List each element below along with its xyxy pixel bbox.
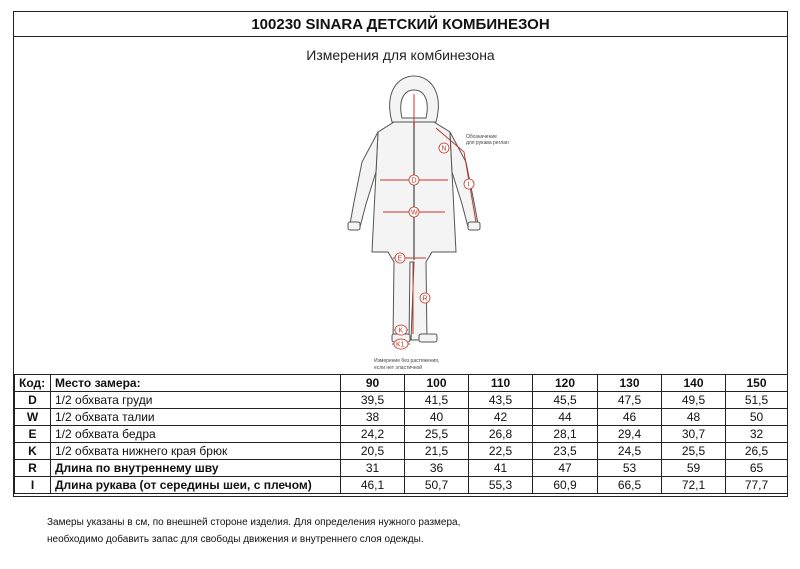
cell-value: 45,5 (533, 392, 598, 409)
row-code: R (15, 460, 51, 477)
note-line-2: необходимо добавить запас для свободы движения и внутреннего слоя одежды. (47, 534, 424, 545)
cell-value: 41 (469, 460, 533, 477)
cell-value: 22,5 (469, 443, 533, 460)
cell-value: 42 (469, 409, 533, 426)
cell-value: 21,5 (405, 443, 469, 460)
sleeve-note-line1: Обозначение (466, 134, 497, 140)
label-r: R (422, 295, 428, 303)
label-e: E (397, 255, 403, 263)
header-size: 100 (405, 375, 469, 392)
cell-value: 50,7 (405, 477, 469, 494)
cell-value: 26,5 (726, 443, 788, 460)
row-code: W (15, 409, 51, 426)
cell-value: 36 (405, 460, 469, 477)
cell-value: 59 (662, 460, 726, 477)
cell-value: 46 (598, 409, 662, 426)
row-place: 1/2 обхвата талии (51, 409, 341, 426)
bottom-note-line2: если нет эластичной (374, 365, 423, 371)
label-k1: K1 (396, 341, 405, 349)
diagram-subtitle: Измерения для комбинезона (306, 47, 495, 63)
cell-value: 41,5 (405, 392, 469, 409)
header-size: 150 (726, 375, 788, 392)
row-place: 1/2 обхвата бедра (51, 426, 341, 443)
cell-value: 47,5 (598, 392, 662, 409)
label-k: K (398, 327, 404, 335)
row-place: 1/2 обхвата нижнего края брюк (51, 443, 341, 460)
label-n: N (441, 145, 447, 153)
table-row (15, 477, 788, 494)
cell-value: 50 (726, 409, 788, 426)
cell-value: 44 (533, 409, 598, 426)
cell-value: 23,5 (533, 443, 598, 460)
table-row (15, 392, 788, 409)
right-cuff (468, 222, 480, 230)
size-table (14, 374, 788, 494)
cell-value: 32 (726, 426, 788, 443)
right-leg-cuff (419, 334, 437, 342)
cell-value: 53 (598, 460, 662, 477)
page-title: 100230 SINARA ДЕТСКИЙ КОМБИНЕЗОН (14, 12, 787, 37)
measurement-note (47, 514, 607, 548)
header-size: 140 (662, 375, 726, 392)
row-code: I (15, 477, 51, 494)
cell-value: 29,4 (598, 426, 662, 443)
left-cuff (348, 222, 360, 230)
row-code: K (15, 443, 51, 460)
table-row (15, 409, 788, 426)
table-row (15, 460, 788, 477)
label-i: I (467, 181, 470, 189)
jumpsuit-diagram (314, 72, 514, 380)
header-place: Место замера: (51, 375, 341, 392)
cell-value: 43,5 (469, 392, 533, 409)
cell-value: 28,1 (533, 426, 598, 443)
cell-value: 49,5 (662, 392, 726, 409)
cell-value: 31 (341, 460, 405, 477)
cell-value: 60,9 (533, 477, 598, 494)
sleeve-note-line2: для рукава реглан (466, 140, 509, 146)
table-header-row (15, 375, 788, 392)
table-row (15, 443, 788, 460)
cell-value: 77,7 (726, 477, 788, 494)
cell-value: 20,5 (341, 443, 405, 460)
row-place: Длина по внутреннему шву (51, 460, 341, 477)
cell-value: 25,5 (405, 426, 469, 443)
row-code: D (15, 392, 51, 409)
header-size: 90 (341, 375, 405, 392)
bottom-note-line1: Измерение без растяжения, (374, 358, 440, 364)
cell-value: 30,7 (662, 426, 726, 443)
row-place: 1/2 обхвата груди (51, 392, 341, 409)
cell-value: 48 (662, 409, 726, 426)
cell-value: 46,1 (341, 477, 405, 494)
cell-value: 40 (405, 409, 469, 426)
cell-value: 47 (533, 460, 598, 477)
row-place: Длина рукава (от середины шеи, с плечом) (51, 477, 341, 494)
cell-value: 25,5 (662, 443, 726, 460)
cell-value: 72,1 (662, 477, 726, 494)
cell-value: 38 (341, 409, 405, 426)
header-size: 130 (598, 375, 662, 392)
header-size: 110 (469, 375, 533, 392)
header-code: Код: (15, 375, 51, 392)
cell-value: 65 (726, 460, 788, 477)
table-row (15, 426, 788, 443)
cell-value: 39,5 (341, 392, 405, 409)
cell-value: 24,2 (341, 426, 405, 443)
cell-value: 55,3 (469, 477, 533, 494)
row-code: E (15, 426, 51, 443)
header-size: 120 (533, 375, 598, 392)
size-chart-sheet (13, 11, 788, 497)
cell-value: 26,8 (469, 426, 533, 443)
label-d: D (411, 177, 417, 185)
cell-value: 66,5 (598, 477, 662, 494)
note-line-1: Замеры указаны в см, по внешней стороне изделия. Для определения нужного размера, (47, 517, 461, 528)
label-w: W (411, 209, 418, 217)
cell-value: 24,5 (598, 443, 662, 460)
cell-value: 51,5 (726, 392, 788, 409)
